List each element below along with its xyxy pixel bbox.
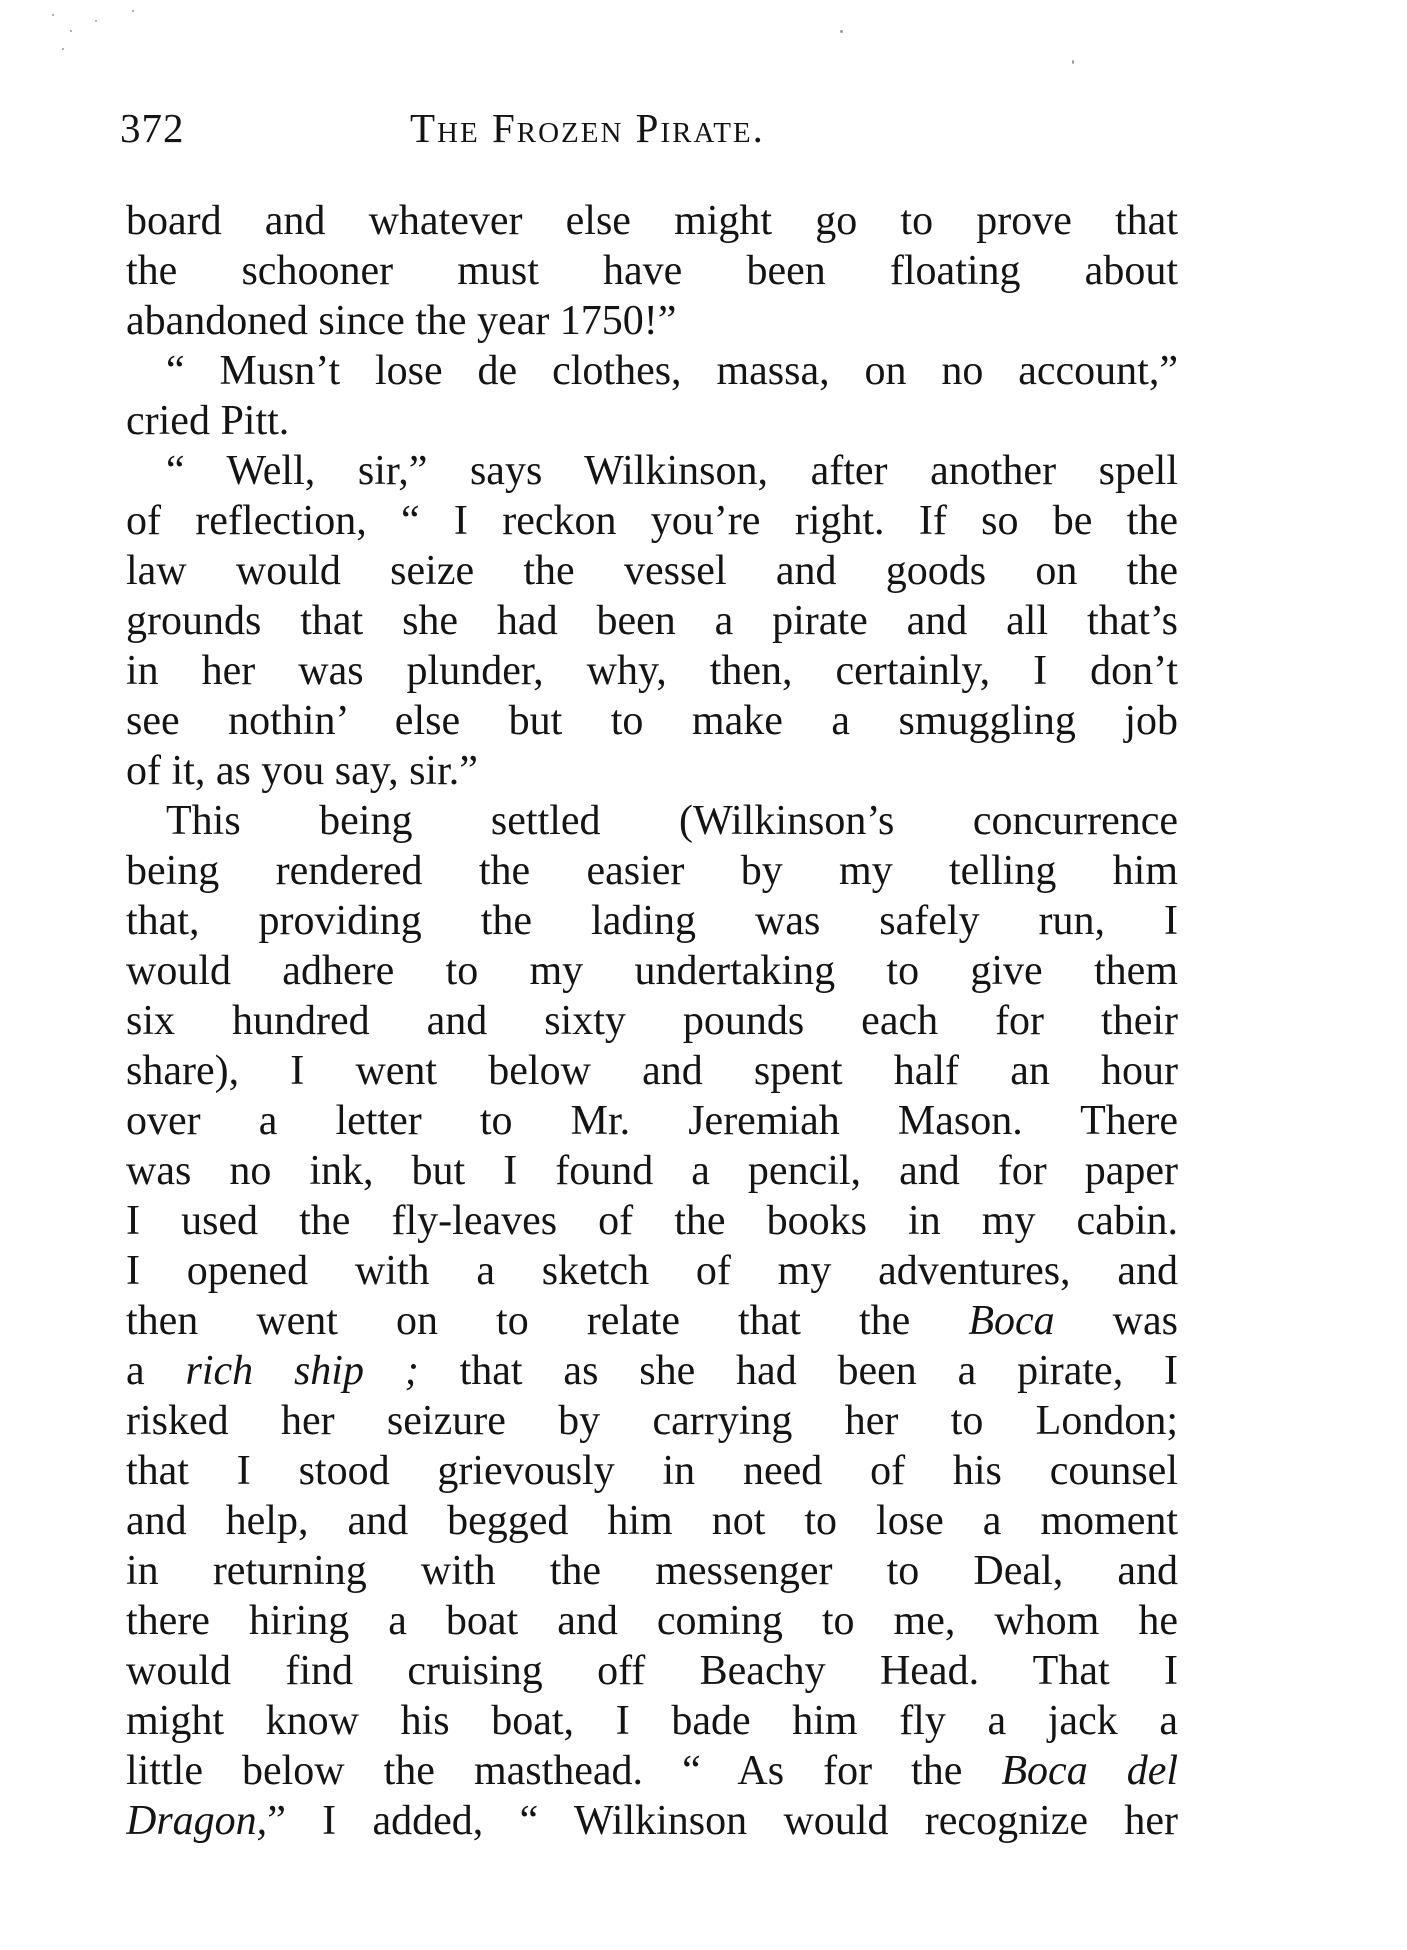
page-number: 372 xyxy=(120,105,185,151)
line-roman-text: was xyxy=(1112,1298,1178,1344)
text-line: six hundred and sixty pounds each for their xyxy=(126,998,1178,1044)
running-head xyxy=(120,104,880,164)
text-line xyxy=(126,1746,1178,1796)
text-line xyxy=(126,1296,1178,1346)
text-line: might know his boat, I bade him fly a jack a xyxy=(126,1698,1178,1744)
scan-speck xyxy=(70,30,72,32)
text-line: share), I went below and spent half an hour xyxy=(126,1048,1178,1094)
body-text xyxy=(126,196,1178,1846)
text-line: “ Well, sir,” says Wilkinson, after another spell xyxy=(166,448,1178,494)
text-line: was no ink, but I found a pencil, and for paper xyxy=(126,1148,1178,1194)
line-italic-text: rich ship ; xyxy=(185,1348,419,1394)
text-line: law would seize the vessel and goods on the xyxy=(126,548,1178,594)
text-line: see nothin’ else but to make a smuggling job xyxy=(126,698,1178,744)
line-roman-text: then went on to relate that the xyxy=(126,1298,911,1344)
running-title: The Frozen Pirate. xyxy=(410,105,765,151)
scan-speck xyxy=(52,14,54,16)
line-italic-text: Dragon, xyxy=(126,1798,268,1844)
text-line: abandoned since the year 1750!” xyxy=(126,298,677,344)
line-roman-text: a xyxy=(126,1348,145,1394)
text-line: over a letter to Mr. Jeremiah Mason. There xyxy=(126,1098,1178,1144)
text-line: that, providing the lading was safely run, I xyxy=(126,898,1178,944)
text-line: in her was plunder, why, then, certainly, I don’t xyxy=(126,648,1178,694)
line-roman-text: little below the masthead. “ As for the xyxy=(126,1748,963,1794)
scan-speck xyxy=(95,20,97,22)
text-line: risked her seizure by carrying her to London; xyxy=(126,1398,1178,1444)
text-line: cried Pitt. xyxy=(126,398,290,444)
scan-speck xyxy=(1072,60,1074,64)
text-line: in returning with the messenger to Deal, and xyxy=(126,1548,1178,1594)
scan-speck xyxy=(840,30,843,33)
text-line xyxy=(126,1346,1178,1396)
text-line: of it, as you say, sir.” xyxy=(126,748,478,794)
text-line: would find cruising off Beachy Head. That I xyxy=(126,1648,1178,1694)
line-italic-text: Boca xyxy=(968,1298,1055,1344)
scan-speck xyxy=(62,48,64,50)
text-line: would adhere to my undertaking to give them xyxy=(126,948,1178,994)
text-line: grounds that she had been a pirate and all that’s xyxy=(126,598,1178,644)
text-line: board and whatever else might go to prove that xyxy=(126,198,1178,244)
text-line: being rendered the easier by my telling him xyxy=(126,848,1178,894)
text-line: and help, and begged him not to lose a moment xyxy=(126,1498,1178,1544)
text-line: “ Musn’t lose de clothes, massa, on no account,” xyxy=(166,348,1178,394)
scan-speck xyxy=(132,10,134,12)
text-line: the schooner must have been floating about xyxy=(126,248,1178,294)
text-line: there hiring a boat and coming to me, whom he xyxy=(126,1598,1178,1644)
text-line: that I stood grievously in need of his counsel xyxy=(126,1448,1178,1494)
line-italic-text: Boca del xyxy=(1001,1748,1178,1794)
text-line xyxy=(126,1796,1178,1846)
text-line: of reflection, “ I reckon you’re right. If so be the xyxy=(126,498,1178,544)
line-roman-text: ” I added, “ Wilkinson would recognize her xyxy=(267,1798,1178,1844)
text-line: I opened with a sketch of my adventures, and xyxy=(126,1248,1178,1294)
text-line: This being settled (Wilkinson’s concurrence xyxy=(166,798,1178,844)
line-roman-text: that as she had been a pirate, I xyxy=(459,1348,1178,1394)
text-line: I used the fly-leaves of the books in my cabin. xyxy=(126,1198,1178,1244)
